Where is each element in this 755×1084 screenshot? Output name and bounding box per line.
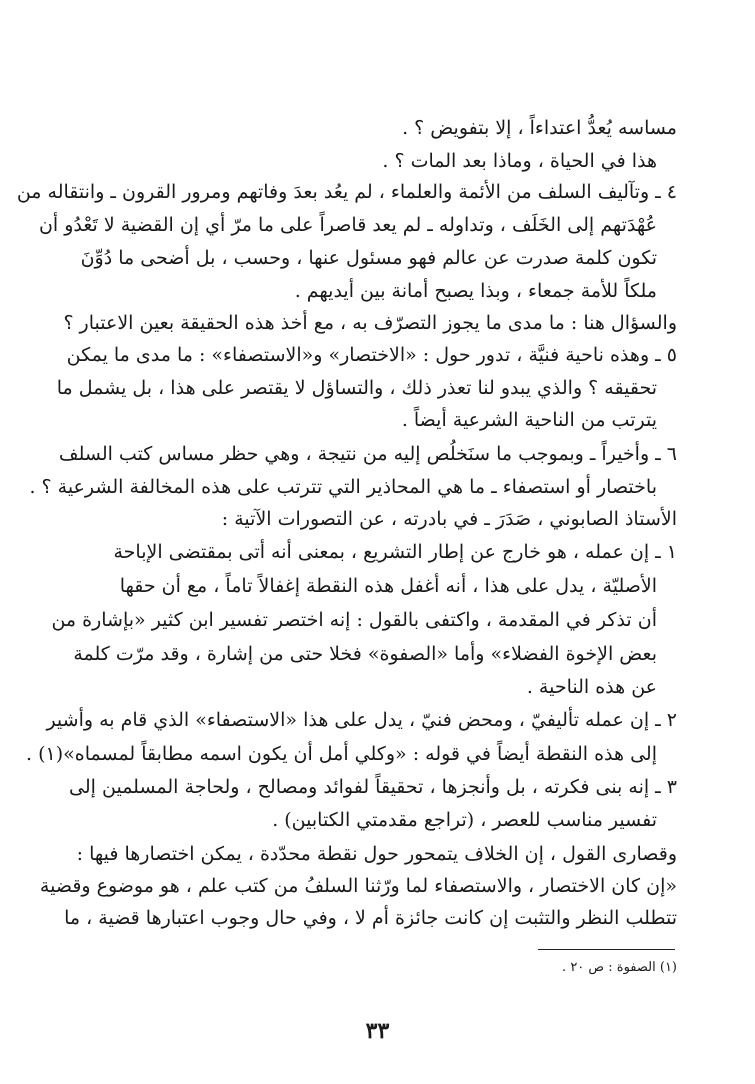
text-line: «إن كان الاختصار ، والاستصفاء لما ورّثنا السلفُ من كتب علم ، هو موضوع وقضية — [39, 875, 677, 897]
text-line: تتطلب النظر والتثبت إن كانت جائزة أم لا ، وفي حال وجوب اعتبارها قضية ، ما — [64, 907, 677, 929]
text-line: تكون كلمة صدرت عن عالم فهو مسئول عنها ، وحسب ، بل أضحى ما دُوِّنَ — [80, 247, 657, 269]
text-line: والسؤال هنا : ما مدى ما يجوز التصرّف به ، مع أخذ هذه الحقيقة بعين الاعتبار ؟ — [63, 312, 677, 334]
text-line: مساسه يُعدُّ اعتداءاً ، إلا بتفويض ؟ . — [402, 117, 677, 139]
text-line: ملكاً للأمة جمعاء ، وبذا يصبح أمانة بين أيديهم . — [294, 280, 657, 302]
text-line: ١ ـ إن عمله ، هو خارج عن إطار التشريع ، بمعنى أنه أتى بمقتضى الإباحة — [113, 541, 677, 563]
text-line: هذا في الحياة ، وماذا بعد المات ؟ . — [382, 150, 657, 172]
text-line: الأستاذ الصابوني ، صَدَرَ ـ في بادرته ، عن التصورات الآتية : — [221, 508, 677, 530]
text-line: ٣ ـ إنه بنى فكرته ، بل وأنجزها ، تحقيقاً لفوائد ومصالح ، ولحاجة المسلمين إلى — [69, 776, 677, 798]
footnote-divider — [538, 949, 675, 950]
text-line: عن هذه الناحية . — [526, 676, 657, 698]
text-line: أن تذكر في المقدمة ، واكتفى بالقول : إنه اختصر تفسير ابن كثير «بإشارة من — [51, 609, 657, 631]
text-line: عُهْدَتهم إلى الخَلَف ، وتداوله ـ لم يعد قاصراً على ما مرّ أي إن القضية لا تَعْدُو أن — [38, 214, 657, 236]
text-line: الأصليّة ، يدل على هذا ، أنه أغفل هذه النقطة إغفالاً تاماً ، مع أن حقها — [119, 575, 657, 597]
text-line: ٢ ـ إن عمله تأليفيّ ، ومحض فنيّ ، يدل على هذا «الاستصفاء» الذي قام به وأشير — [46, 709, 677, 731]
text-line: باختصار أو استصفاء ـ ما هي المحاذير التي تترتب على هذه المخالفة الشرعية ؟ . — [29, 476, 657, 498]
text-line: يترتب من الناحية الشرعية أيضاً . — [401, 409, 657, 431]
page-number: ٣٣ — [365, 1018, 390, 1044]
footnote: (١) الصفوة : ص ٢٠ . — [562, 960, 677, 975]
text-line: وقصارى القول ، إن الخلاف يتمحور حول نقطة محدّدة ، يمكن اختصارها فيها : — [76, 843, 677, 865]
text-line: ٦ ـ وأخيراً ـ وبموجب ما سنَخلُص إليه من نتيجة ، وهي حظر مساس كتب السلف — [58, 443, 677, 465]
text-line: بعض الإخوة الفضلاء» وأما «الصفوة» فخلا حتى من إشارة ، وقد مرّت كلمة — [73, 643, 657, 665]
text-line: ٥ ـ وهذه ناحية فنيَّة ، تدور حول : «الاختصار» و«الاستصفاء» : ما مدى ما يمكن — [66, 344, 677, 366]
text-line: تفسير مناسب للعصر ، (تراجع مقدمتي الكتابين) . — [272, 809, 657, 831]
text-line: إلى هذه النقطة أيضاً في قوله : «وكلي أمل أن يكون اسمه مطابقاً لمسماه»(١) . — [26, 743, 657, 765]
text-line: ٤ ـ وتآليف السلف من الأئمة والعلماء ، لم يعُد بعدَ وفاتهم ومرور القرون ـ وانتقاله من — [16, 181, 677, 203]
text-line: تحقيقه ؟ والذي يبدو لنا تعذر ذلك ، والتساؤل لا يقتصر على هذا ، بل يشمل ما — [56, 377, 657, 399]
